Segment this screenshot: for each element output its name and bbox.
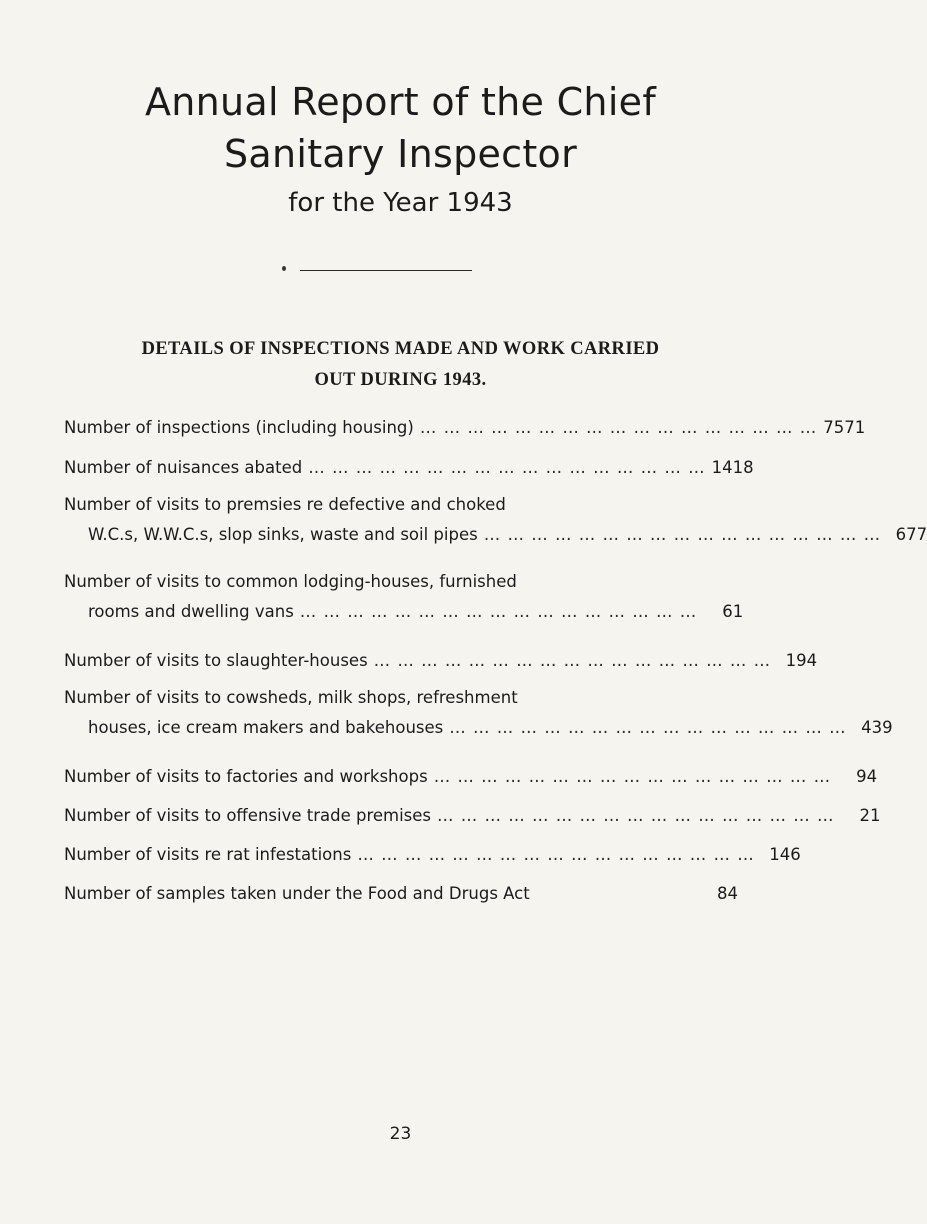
section-heading xyxy=(50,334,751,396)
entry-label-line-2: houses, ice cream makers and bakehouses xyxy=(88,718,444,737)
entry-label-line-1: Number of visits to cowsheds, milk shops, refreshment xyxy=(64,688,518,707)
dot-leader: … … … … … … … … … … … … … … … … … xyxy=(308,458,706,477)
entry-rat-infestations xyxy=(64,840,801,870)
entry-defective-wcs xyxy=(64,490,927,550)
entry-value: 146 xyxy=(769,845,801,864)
entry-value: 21 xyxy=(859,806,881,825)
entry-value: 194 xyxy=(785,651,818,670)
dot-leader: … … … … … … … … … … … … … … … … … xyxy=(483,525,882,544)
page-number: 23 xyxy=(389,1124,412,1144)
entry-value: 439 xyxy=(861,718,893,737)
entry-value: 7571 xyxy=(823,418,866,437)
entry-label: Number of visits re rat infestations xyxy=(64,845,352,864)
dot-leader: … … … … … … … … … … … … … … … … … xyxy=(437,806,835,825)
section-heading-line-2: OUT DURING 1943. xyxy=(314,370,487,390)
entry-value: 84 xyxy=(717,884,738,903)
entry-cowsheds xyxy=(64,683,893,743)
entry-lodging-houses xyxy=(64,567,744,627)
report-subtitle: for the Year 1943 xyxy=(288,188,513,218)
section-heading-line-1: DETAILS OF INSPECTIONS MADE AND WORK CARRIED xyxy=(141,339,660,359)
dot-leader: … … … … … … … … … … … … … … … … … xyxy=(373,651,772,670)
entry-label-line-2: W.C.s, W.W.C.s, slop sinks, waste and soil pipes xyxy=(88,525,478,544)
dot-leader: … … … … … … … … … … … … … … … … … xyxy=(299,602,698,621)
entry-label: Number of visits to slaughter-houses xyxy=(64,651,368,670)
entry-slaughter-houses xyxy=(64,646,818,676)
entry-factories xyxy=(64,762,878,792)
dot-leader: … … … … … … … … … … … … … … … … … xyxy=(419,418,818,437)
dot-leader: … … … … … … … … … … … … … … … … … xyxy=(449,718,847,737)
entry-value: 61 xyxy=(722,602,744,621)
entry-label-line-1: Number of visits to common lodging-houses, furnished xyxy=(64,572,517,591)
entry-value: 677 xyxy=(895,525,927,544)
report-title-line-2: Sanitary Inspector xyxy=(223,132,578,176)
entry-label: Number of visits to factories and workshops xyxy=(64,767,428,786)
divider-mark xyxy=(282,266,286,271)
dot-leader: … … … … … … … … … … … … … … … … … xyxy=(357,845,755,864)
entry-value: 1418 xyxy=(711,458,754,477)
entry-nuisances-abated xyxy=(64,453,754,483)
entry-offensive-trade xyxy=(64,801,881,831)
divider-rule xyxy=(300,270,472,271)
report-title-line-1: Annual Report of the Chief xyxy=(144,80,657,124)
entry-label: Number of nuisances abated xyxy=(64,458,303,477)
entry-food-drugs-samples xyxy=(64,879,738,909)
entry-label: Number of inspections (including housing) xyxy=(64,418,414,437)
entry-label-line-1: Number of visits to premsies re defective and choked xyxy=(64,495,506,514)
entry-value: 94 xyxy=(856,767,878,786)
entry-label-line-2: rooms and dwelling vans xyxy=(88,602,294,621)
dot-leader: … … … … … … … … … … … … … … … … … xyxy=(433,767,832,786)
entry-label: Number of samples taken under the Food and Drugs Act xyxy=(64,884,530,903)
entry-inspections xyxy=(64,413,866,443)
entry-label: Number of visits to offensive trade premises xyxy=(64,806,432,825)
